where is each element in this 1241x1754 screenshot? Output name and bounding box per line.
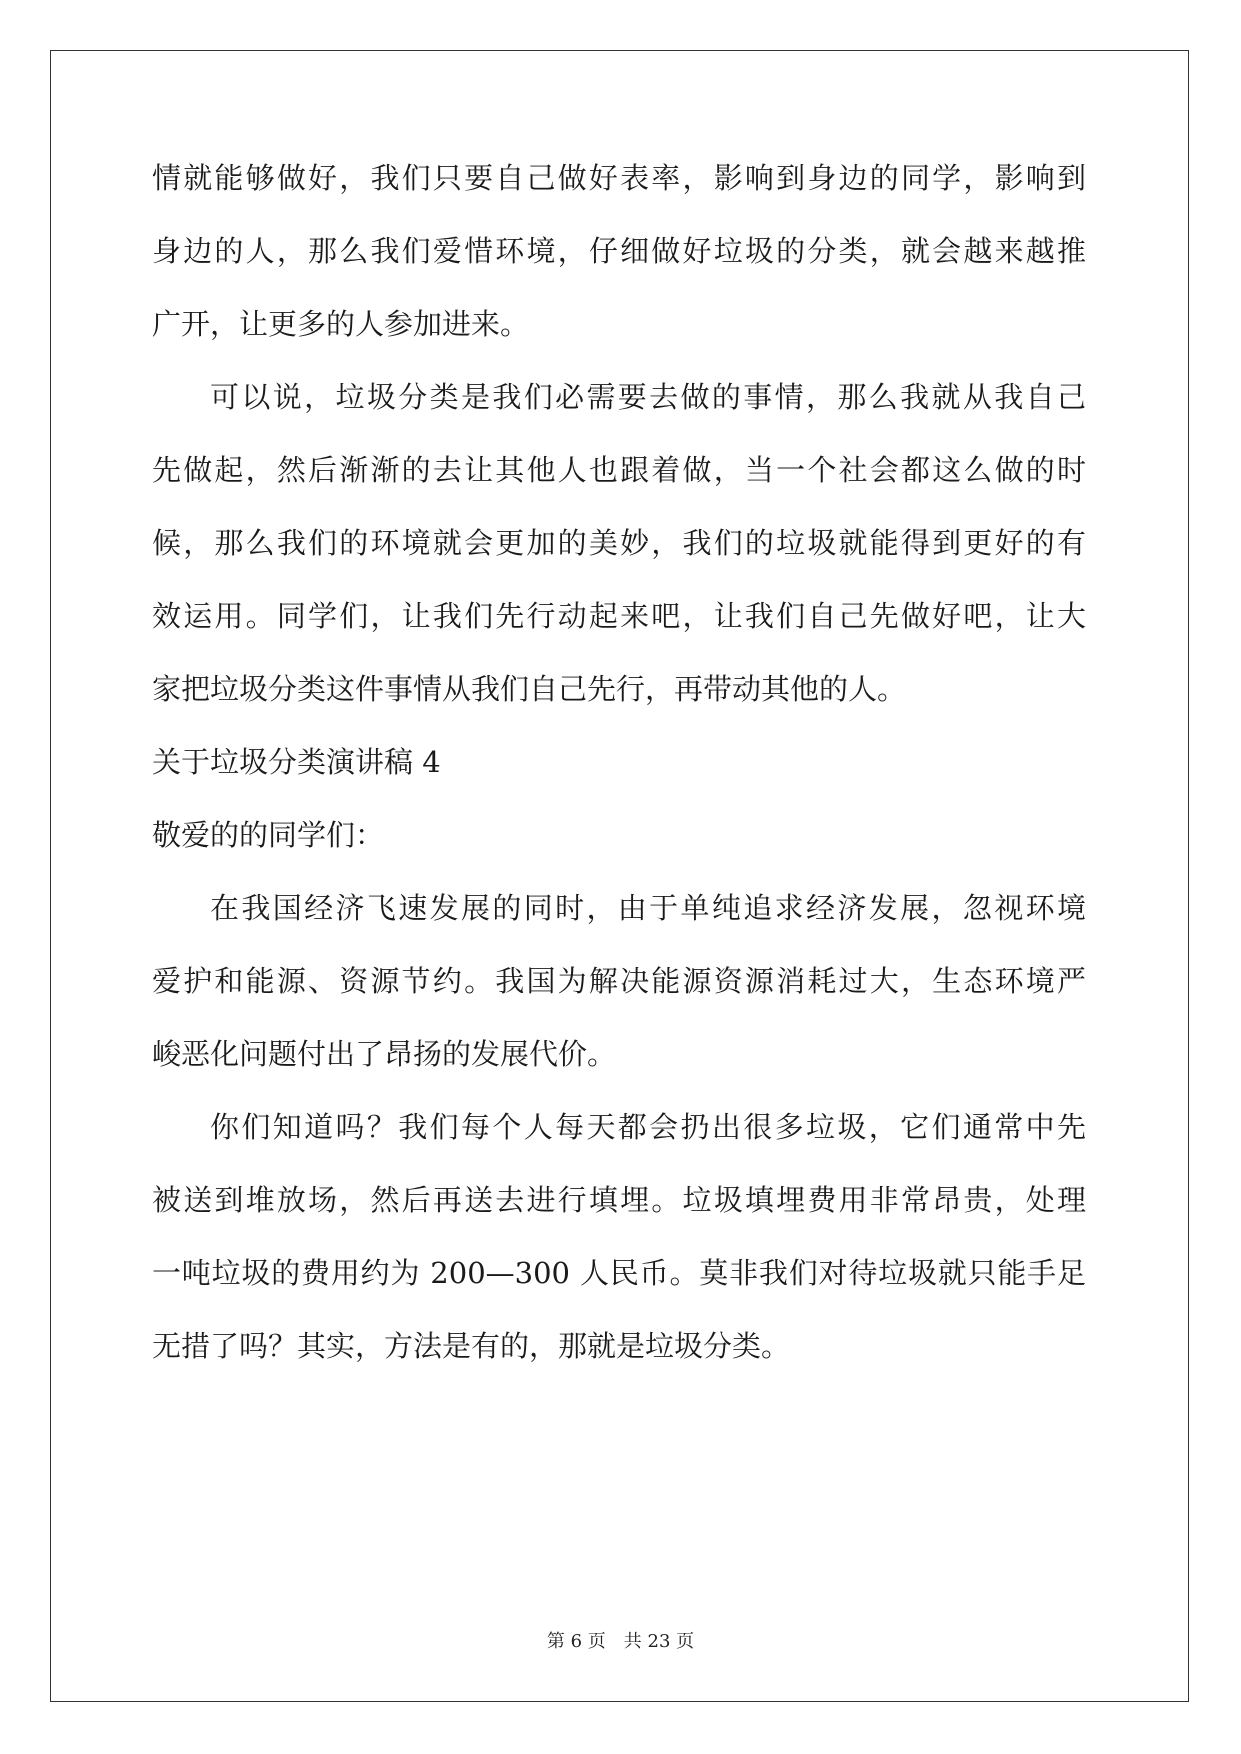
salutation: 敬爱的的同学们： [152, 818, 385, 852]
text-line: 候，那么我们的环境就会更加的美妙，我们的垃圾就能得到更好的有 [152, 526, 1086, 560]
text-line: 爱护和能源、资源节约。我国为解决能源资源消耗过大，生态环境严 [152, 964, 1086, 998]
text-line-indent: 在我国经济飞速发展的同时，由于单纯追求经济发展，忽视环境 [210, 891, 1086, 925]
page-frame [50, 50, 1189, 1702]
page-number: 第 6 页 [546, 1631, 606, 1652]
text-line-indent: 可以说，垃圾分类是我们必需要去做的事情，那么我就从我自己 [210, 380, 1086, 414]
text-line-indent: 你们知道吗？我们每个人每天都会扔出很多垃圾，它们通常中先 [210, 1110, 1086, 1144]
text-line: 峻恶化问题付出了昂扬的发展代价。 [152, 1037, 617, 1071]
text-line: 广开，让更多的人参加进来。 [152, 307, 530, 341]
text-line: 先做起，然后渐渐的去让其他人也跟着做，当一个社会都这么做的时 [152, 453, 1086, 487]
page-footer [0, 1630, 1241, 1654]
text-line: 身边的人，那么我们爱惜环境，仔细做好垃圾的分类，就会越来越推 [152, 234, 1086, 268]
text-line: 效运用。同学们，让我们先行动起来吧，让我们自己先做好吧，让大 [152, 599, 1086, 633]
text-line: 被送到堆放场，然后再送去进行填埋。垃圾填埋费用非常昂贵，处理 [152, 1183, 1086, 1217]
text-line: 家把垃圾分类这件事情从我们自己先行，再带动其他的人。 [152, 672, 907, 706]
text-line: 一吨垃圾的费用约为 200—300 人民币。莫非我们对待垃圾就只能手足 [152, 1256, 1086, 1290]
page-total: 共 23 页 [623, 1631, 695, 1652]
text-line: 无措了吗？其实，方法是有的，那就是垃圾分类。 [152, 1329, 791, 1363]
section-heading: 关于垃圾分类演讲稿 4 [152, 745, 441, 779]
text-line: 情就能够做好，我们只要自己做好表率，影响到身边的同学，影响到 [152, 161, 1086, 195]
